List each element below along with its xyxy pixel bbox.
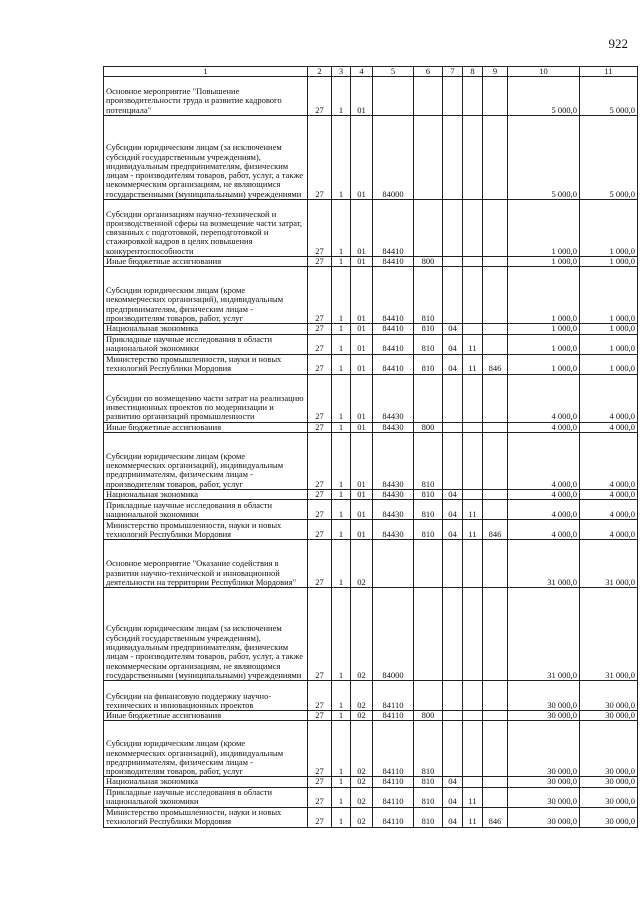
- col-4-cell: 01: [351, 432, 373, 489]
- amount-cell: 5 000,0: [508, 77, 580, 116]
- col-9-cell: [483, 777, 508, 787]
- col-4-cell: 02: [351, 711, 373, 721]
- col-5-cell: [373, 77, 414, 116]
- name-cell: Субсидии юридическим лицам (кроме некоммерческих организаций), индивидуальным предпринимателям, физическим лицам - производителям товаров, работ, услуг: [104, 267, 308, 324]
- col-5-cell: 84000: [373, 588, 414, 681]
- col-5-cell: 84110: [373, 721, 414, 777]
- col-7-cell: [443, 77, 463, 116]
- col-9-cell: [483, 500, 508, 520]
- col-5-cell: 84000: [373, 116, 414, 200]
- column-header: 9: [483, 67, 508, 77]
- col-8-cell: [463, 540, 483, 588]
- amount-cell: 1 000,0: [580, 334, 638, 354]
- col-2-cell: 27: [308, 721, 332, 777]
- col-2-cell: 27: [308, 432, 332, 489]
- name-cell: Национальная экономика: [104, 489, 308, 499]
- col-4-cell: 01: [351, 116, 373, 200]
- amount-cell: 1 000,0: [580, 354, 638, 374]
- amount-cell: 30 000,0: [508, 721, 580, 777]
- col-3-cell: 1: [332, 721, 351, 777]
- col-8-cell: 11: [463, 520, 483, 540]
- col-5-cell: 84430: [373, 489, 414, 499]
- col-6-cell: 810: [414, 777, 443, 787]
- table-row: [104, 324, 638, 334]
- col-8-cell: [463, 257, 483, 267]
- col-9-cell: [483, 787, 508, 807]
- table-row: [104, 711, 638, 721]
- amount-cell: 4 000,0: [508, 432, 580, 489]
- amount-cell: 4 000,0: [580, 500, 638, 520]
- amount-cell: 31 000,0: [508, 588, 580, 681]
- col-7-cell: [443, 721, 463, 777]
- col-8-cell: 11: [463, 807, 483, 827]
- table-row: [104, 432, 638, 489]
- col-3-cell: 1: [332, 354, 351, 374]
- col-2-cell: 27: [308, 540, 332, 588]
- table-row: [104, 422, 638, 432]
- col-6-cell: [414, 681, 443, 711]
- col-3-cell: 1: [332, 200, 351, 257]
- table-row: [104, 500, 638, 520]
- name-cell: Национальная экономика: [104, 324, 308, 334]
- col-5-cell: 84110: [373, 711, 414, 721]
- col-6-cell: [414, 540, 443, 588]
- col-5-cell: 84410: [373, 334, 414, 354]
- amount-cell: 31 000,0: [580, 540, 638, 588]
- col-8-cell: [463, 324, 483, 334]
- col-2-cell: 27: [308, 422, 332, 432]
- col-9-cell: [483, 200, 508, 257]
- col-9-cell: [483, 432, 508, 489]
- col-5-cell: 84410: [373, 200, 414, 257]
- col-3-cell: 1: [332, 489, 351, 499]
- table-row: [104, 354, 638, 374]
- col-3-cell: 1: [332, 77, 351, 116]
- amount-cell: 31 000,0: [508, 540, 580, 588]
- table-header-row: [104, 67, 638, 77]
- table-row: [104, 588, 638, 681]
- column-header: 1: [104, 67, 308, 77]
- col-2-cell: 27: [308, 267, 332, 324]
- col-4-cell: 02: [351, 777, 373, 787]
- amount-cell: 1 000,0: [508, 354, 580, 374]
- col-2-cell: 27: [308, 807, 332, 827]
- amount-cell: 30 000,0: [580, 721, 638, 777]
- amount-cell: 30 000,0: [580, 711, 638, 721]
- col-2-cell: 27: [308, 324, 332, 334]
- col-8-cell: [463, 77, 483, 116]
- col-7-cell: [443, 432, 463, 489]
- amount-cell: 4 000,0: [580, 374, 638, 422]
- table-row: [104, 489, 638, 499]
- amount-cell: 4 000,0: [508, 520, 580, 540]
- amount-cell: 30 000,0: [508, 787, 580, 807]
- col-4-cell: 01: [351, 77, 373, 116]
- col-8-cell: [463, 200, 483, 257]
- col-9-cell: [483, 588, 508, 681]
- column-header: 8: [463, 67, 483, 77]
- budget-table: [103, 66, 638, 828]
- name-cell: Основное мероприятие "Повышение производительности труда и развитие кадрового потенциала": [104, 77, 308, 116]
- amount-cell: 1 000,0: [508, 200, 580, 257]
- column-header: 7: [443, 67, 463, 77]
- col-4-cell: 01: [351, 489, 373, 499]
- name-cell: Иные бюджетные ассигнования: [104, 422, 308, 432]
- col-7-cell: 04: [443, 354, 463, 374]
- amount-cell: 5 000,0: [508, 116, 580, 200]
- col-6-cell: 810: [414, 787, 443, 807]
- col-9-cell: [483, 77, 508, 116]
- col-2-cell: 27: [308, 374, 332, 422]
- col-2-cell: 27: [308, 500, 332, 520]
- col-9-cell: 846: [483, 807, 508, 827]
- name-cell: Прикладные научные исследования в области национальной экономики: [104, 334, 308, 354]
- name-cell: Субсидии организациям научно-технической и производственной сферы на возмещение части затрат, связанных с подготовкой, переподготовкой и стажировкой кадров в целях повышения конкурентоспособности: [104, 200, 308, 257]
- col-7-cell: 04: [443, 334, 463, 354]
- col-7-cell: 04: [443, 500, 463, 520]
- column-header: 5: [373, 67, 414, 77]
- table-row: [104, 807, 638, 827]
- col-2-cell: 27: [308, 116, 332, 200]
- col-5-cell: 84110: [373, 777, 414, 787]
- amount-cell: 4 000,0: [508, 374, 580, 422]
- amount-cell: 30 000,0: [580, 787, 638, 807]
- col-8-cell: 11: [463, 787, 483, 807]
- column-header: 2: [308, 67, 332, 77]
- amount-cell: 4 000,0: [508, 422, 580, 432]
- col-9-cell: [483, 324, 508, 334]
- amount-cell: 30 000,0: [580, 777, 638, 787]
- table-row: [104, 777, 638, 787]
- col-3-cell: 1: [332, 267, 351, 324]
- col-8-cell: 11: [463, 354, 483, 374]
- name-cell: Прикладные научные исследования в области национальной экономики: [104, 787, 308, 807]
- amount-cell: 4 000,0: [508, 489, 580, 499]
- col-9-cell: [483, 721, 508, 777]
- column-header: 3: [332, 67, 351, 77]
- col-5-cell: 84430: [373, 422, 414, 432]
- name-cell: Прикладные научные исследования в области национальной экономики: [104, 500, 308, 520]
- col-3-cell: 1: [332, 681, 351, 711]
- col-4-cell: 02: [351, 540, 373, 588]
- col-6-cell: 810: [414, 324, 443, 334]
- column-header: 6: [414, 67, 443, 77]
- col-4-cell: 02: [351, 721, 373, 777]
- col-6-cell: 810: [414, 267, 443, 324]
- amount-cell: 30 000,0: [508, 681, 580, 711]
- col-6-cell: [414, 116, 443, 200]
- col-2-cell: 27: [308, 257, 332, 267]
- col-6-cell: 810: [414, 489, 443, 499]
- amount-cell: 1 000,0: [580, 267, 638, 324]
- col-9-cell: [483, 540, 508, 588]
- col-6-cell: 810: [414, 334, 443, 354]
- name-cell: Министерство промышленности, науки и новых технологий Республики Мордовия: [104, 354, 308, 374]
- col-7-cell: [443, 540, 463, 588]
- amount-cell: 1 000,0: [580, 324, 638, 334]
- column-header: 10: [508, 67, 580, 77]
- col-3-cell: 1: [332, 787, 351, 807]
- name-cell: Иные бюджетные ассигнования: [104, 257, 308, 267]
- col-8-cell: [463, 267, 483, 324]
- col-4-cell: 02: [351, 787, 373, 807]
- col-4-cell: 01: [351, 354, 373, 374]
- col-5-cell: 84430: [373, 500, 414, 520]
- page-number: 922: [608, 36, 628, 51]
- name-cell: Субсидии юридическим лицам (кроме некоммерческих организаций), индивидуальным предпринимателям, физическим лицам - производителям товаров, работ, услуг: [104, 432, 308, 489]
- col-9-cell: [483, 422, 508, 432]
- table-row: [104, 334, 638, 354]
- name-cell: Субсидии юридическим лицам (за исключением субсидий государственным учреждениям), индивидуальным предпринимателям, физическим лицам - производителям товаров, работ, услуг, а также некоммерческим организациям, не являющимся государственными (муниципальными) учреждениями: [104, 588, 308, 681]
- col-7-cell: 04: [443, 787, 463, 807]
- col-7-cell: [443, 267, 463, 324]
- col-7-cell: 04: [443, 807, 463, 827]
- name-cell: Субсидии юридическим лицам (кроме некоммерческих организаций), индивидуальным предпринимателям, физическим лицам - производителям товаров, работ, услуг: [104, 721, 308, 777]
- name-cell: Субсидии юридическим лицам (за исключением субсидий государственным учреждениям), индивидуальным предпринимателям, физическим лицам - производителям товаров, работ, услуг, а также некоммерческим организациям, не являющимся государственными (муниципальными) учреждениями: [104, 116, 308, 200]
- col-3-cell: 1: [332, 116, 351, 200]
- col-3-cell: 1: [332, 807, 351, 827]
- col-5-cell: 84410: [373, 324, 414, 334]
- col-6-cell: 810: [414, 807, 443, 827]
- amount-cell: 30 000,0: [580, 807, 638, 827]
- col-7-cell: [443, 422, 463, 432]
- col-6-cell: [414, 200, 443, 257]
- table-row: [104, 540, 638, 588]
- col-4-cell: 01: [351, 334, 373, 354]
- col-2-cell: 27: [308, 711, 332, 721]
- col-9-cell: [483, 681, 508, 711]
- col-2-cell: 27: [308, 200, 332, 257]
- table-row: [104, 257, 638, 267]
- col-4-cell: 01: [351, 324, 373, 334]
- col-3-cell: 1: [332, 777, 351, 787]
- amount-cell: 1 000,0: [508, 334, 580, 354]
- name-cell: Субсидии на финансовую поддержку научно-технических и инновационных проектов: [104, 681, 308, 711]
- col-7-cell: [443, 257, 463, 267]
- col-2-cell: 27: [308, 334, 332, 354]
- table-row: [104, 200, 638, 257]
- col-9-cell: 846: [483, 520, 508, 540]
- col-8-cell: [463, 711, 483, 721]
- amount-cell: 1 000,0: [508, 324, 580, 334]
- col-4-cell: 01: [351, 500, 373, 520]
- amount-cell: 4 000,0: [580, 489, 638, 499]
- col-6-cell: 800: [414, 257, 443, 267]
- col-2-cell: 27: [308, 777, 332, 787]
- col-3-cell: 1: [332, 324, 351, 334]
- col-7-cell: [443, 681, 463, 711]
- col-8-cell: [463, 432, 483, 489]
- amount-cell: 1 000,0: [508, 257, 580, 267]
- name-cell: Министерство промышленности, науки и новых технологий Республики Мордовия: [104, 807, 308, 827]
- col-8-cell: [463, 374, 483, 422]
- amount-cell: 30 000,0: [508, 711, 580, 721]
- col-4-cell: 01: [351, 374, 373, 422]
- col-4-cell: 02: [351, 681, 373, 711]
- table-row: [104, 116, 638, 200]
- col-9-cell: [483, 116, 508, 200]
- col-5-cell: 84410: [373, 267, 414, 324]
- col-4-cell: 01: [351, 267, 373, 324]
- col-4-cell: 01: [351, 422, 373, 432]
- table-row: [104, 520, 638, 540]
- col-7-cell: 04: [443, 520, 463, 540]
- amount-cell: 4 000,0: [580, 422, 638, 432]
- col-7-cell: [443, 116, 463, 200]
- col-7-cell: [443, 588, 463, 681]
- col-9-cell: [483, 334, 508, 354]
- col-3-cell: 1: [332, 422, 351, 432]
- table-row: [104, 787, 638, 807]
- col-3-cell: 1: [332, 540, 351, 588]
- col-2-cell: 27: [308, 520, 332, 540]
- col-3-cell: 1: [332, 334, 351, 354]
- amount-cell: 4 000,0: [508, 500, 580, 520]
- col-7-cell: [443, 200, 463, 257]
- col-5-cell: 84410: [373, 354, 414, 374]
- col-5-cell: 84430: [373, 374, 414, 422]
- table-row: [104, 267, 638, 324]
- amount-cell: 30 000,0: [508, 777, 580, 787]
- col-8-cell: [463, 489, 483, 499]
- col-7-cell: [443, 711, 463, 721]
- col-7-cell: 04: [443, 777, 463, 787]
- col-6-cell: [414, 588, 443, 681]
- col-6-cell: 800: [414, 711, 443, 721]
- col-9-cell: [483, 374, 508, 422]
- amount-cell: 30 000,0: [580, 681, 638, 711]
- col-4-cell: 02: [351, 807, 373, 827]
- col-6-cell: [414, 77, 443, 116]
- col-8-cell: [463, 116, 483, 200]
- amount-cell: 4 000,0: [580, 432, 638, 489]
- col-3-cell: 1: [332, 711, 351, 721]
- col-5-cell: 84410: [373, 257, 414, 267]
- col-4-cell: 01: [351, 520, 373, 540]
- col-6-cell: 810: [414, 354, 443, 374]
- col-9-cell: [483, 711, 508, 721]
- col-4-cell: 01: [351, 257, 373, 267]
- name-cell: Субсидии по возмещению части затрат на реализацию инвестиционных проектов по модернизации и развитию организаций промышленности: [104, 374, 308, 422]
- col-3-cell: 1: [332, 520, 351, 540]
- col-3-cell: 1: [332, 374, 351, 422]
- amount-cell: 1 000,0: [580, 200, 638, 257]
- col-9-cell: [483, 257, 508, 267]
- col-6-cell: 810: [414, 500, 443, 520]
- col-8-cell: 11: [463, 500, 483, 520]
- col-2-cell: 27: [308, 787, 332, 807]
- name-cell: Иные бюджетные ассигнования: [104, 711, 308, 721]
- table-row: [104, 77, 638, 116]
- col-9-cell: [483, 489, 508, 499]
- col-8-cell: [463, 422, 483, 432]
- col-3-cell: 1: [332, 257, 351, 267]
- col-6-cell: 810: [414, 520, 443, 540]
- col-5-cell: 84430: [373, 432, 414, 489]
- column-header: 11: [580, 67, 638, 77]
- name-cell: Национальная экономика: [104, 777, 308, 787]
- col-6-cell: 800: [414, 422, 443, 432]
- name-cell: Основное мероприятие "Оказание содействия в развитии научно-технической и инновационной деятельности на территории Республики Мордовия": [104, 540, 308, 588]
- column-header: 4: [351, 67, 373, 77]
- col-8-cell: 11: [463, 334, 483, 354]
- amount-cell: 1 000,0: [508, 267, 580, 324]
- col-6-cell: 810: [414, 721, 443, 777]
- col-4-cell: 01: [351, 200, 373, 257]
- col-8-cell: [463, 588, 483, 681]
- table-row: [104, 721, 638, 777]
- col-5-cell: [373, 540, 414, 588]
- name-cell: Министерство промышленности, науки и новых технологий Республики Мордовия: [104, 520, 308, 540]
- col-7-cell: 04: [443, 324, 463, 334]
- col-8-cell: [463, 681, 483, 711]
- col-3-cell: 1: [332, 588, 351, 681]
- amount-cell: 1 000,0: [580, 257, 638, 267]
- col-7-cell: [443, 374, 463, 422]
- amount-cell: 5 000,0: [580, 116, 638, 200]
- col-7-cell: 04: [443, 489, 463, 499]
- col-2-cell: 27: [308, 354, 332, 374]
- col-2-cell: 27: [308, 588, 332, 681]
- table-row: [104, 374, 638, 422]
- col-4-cell: 02: [351, 588, 373, 681]
- table-body: [104, 77, 638, 828]
- col-6-cell: [414, 374, 443, 422]
- col-5-cell: 84110: [373, 681, 414, 711]
- amount-cell: 5 000,0: [580, 77, 638, 116]
- col-3-cell: 1: [332, 500, 351, 520]
- col-8-cell: [463, 721, 483, 777]
- col-2-cell: 27: [308, 489, 332, 499]
- col-5-cell: 84430: [373, 520, 414, 540]
- col-6-cell: 810: [414, 432, 443, 489]
- amount-cell: 31 000,0: [580, 588, 638, 681]
- col-9-cell: [483, 267, 508, 324]
- col-5-cell: 84110: [373, 807, 414, 827]
- col-9-cell: 846: [483, 354, 508, 374]
- col-2-cell: 27: [308, 77, 332, 116]
- col-2-cell: 27: [308, 681, 332, 711]
- amount-cell: 4 000,0: [580, 520, 638, 540]
- col-3-cell: 1: [332, 432, 351, 489]
- col-5-cell: 84110: [373, 787, 414, 807]
- amount-cell: 30 000,0: [508, 807, 580, 827]
- table-row: [104, 681, 638, 711]
- col-8-cell: [463, 777, 483, 787]
